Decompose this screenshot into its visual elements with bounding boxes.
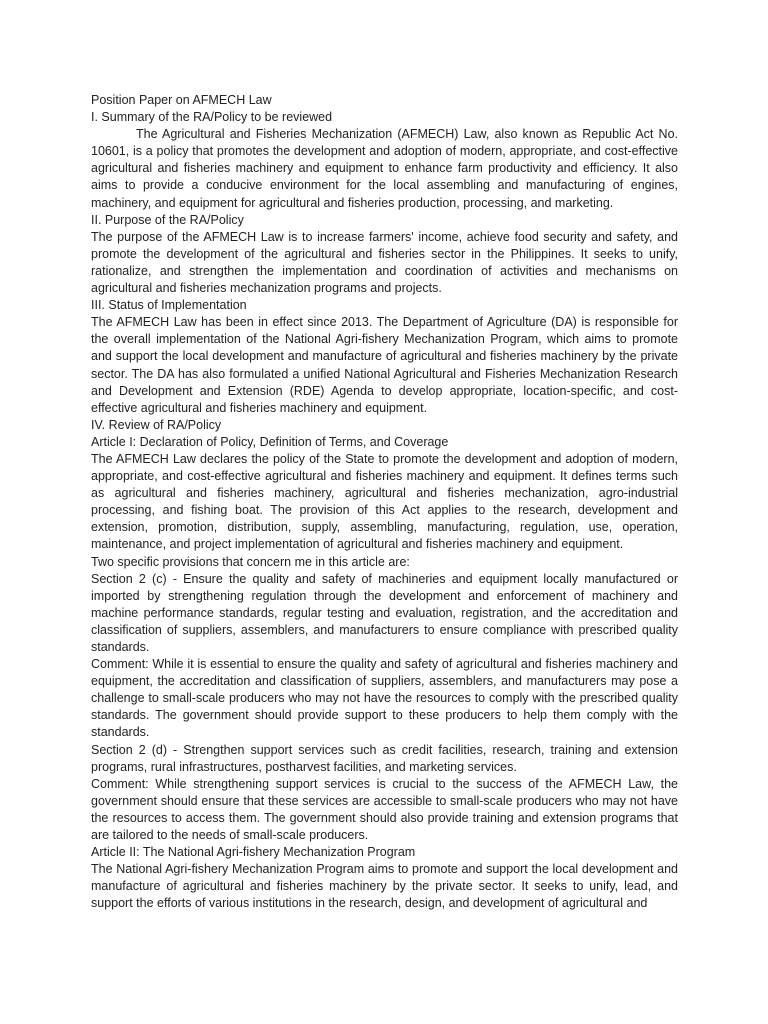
section-3-paragraph: The AFMECH Law has been in effect since 2013. The Department of Agriculture (DA) is responsible for the overall implementation of the National Agri-fishery Mechanization Program, which aims to promote and support the local development and manufacture of agricultural and fisheries machinery by the private sector. The DA has also formulated a unified National Agricultural and Fisheries Mechanization Research and Development and Extension (RDE) Agenda to develop appropriate, location-specific, and cost-effective agricultural and fisheries machinery and equipment. <box>91 315 678 415</box>
section-2-paragraph: The purpose of the AFMECH Law is to increase farmers' income, achieve food security and safety, and promote the development of the agricultural and fisheries sector in the Philippines. It seeks to unify, rationalize, and strengthen the implementation and coordination of activities and mechanisms on agricultural and fisheries mechanization programs and projects. <box>91 229 678 296</box>
section-3-heading: III. Status of Implementation <box>91 298 247 313</box>
article-1-paragraph: The AFMECH Law declares the policy of the State to promote the development and adoption of modern, appropriate, and cost-effective agricultural and fisheries machinery and equipment. It defines terms such as agricultural and fisheries machinery, agricultural and fisheries mechanization, agro-industrial processing, and fishing boat. The provision of this Act applies to the research, development and extension, promotion, distribution, supply, assembling, manufacturing, regulation, use, operation, maintenance, and project implementation of agricultural and fisheries machinery and equipment. <box>91 451 678 552</box>
section-2d-paragraph: Section 2 (d) - Strengthen support services such as credit facilities, research, training and extension programs, rural infrastructures, postharvest facilities, and marketing services. <box>91 742 678 774</box>
document-title: Position Paper on AFMECH Law <box>91 93 272 107</box>
document-page <box>91 92 678 913</box>
section-2c-paragraph: Section 2 (c) - Ensure the quality and safety of machineries and equipment locally manufactured or imported by strengthening regulation through the development and enforcement of machinery and machine performance standards, regular testing and evaluation, registration, and the accreditation and classification of suppliers, assemblers, and manufacturers to ensure compliance with prescribed quality standards. <box>91 571 678 654</box>
comment-1-paragraph: Comment: While it is essential to ensure the quality and safety of agricultural and fisheries machinery and equipment, the accreditation and classification of suppliers, assemblers, and manufacturers may pose a challenge to small-scale producers who may not have the resources to comply with the prescribed quality standards. The government should provide support to these producers to help them comply with the standards. <box>91 657 678 740</box>
article-1-heading: Article I: Declaration of Policy, Definition of Terms, and Coverage <box>91 434 449 449</box>
article-2-paragraph: The National Agri-fishery Mechanization Program aims to promote and support the local development and manufacture of agricultural and fisheries machinery by the private sector. It seeks to unify, lead, and support the efforts of various institutions in the research, design, and development of agricultural and <box>91 862 678 911</box>
section-2-heading: II. Purpose of the RA/Policy <box>91 212 244 227</box>
section-1-heading: I. Summary of the RA/Policy to be reviewed <box>91 110 333 125</box>
provisions-intro: Two specific provisions that concern me in this article are: <box>91 554 410 569</box>
section-1-paragraph: The Agricultural and Fisheries Mechanization (AFMECH) Law, also known as Republic Act No. 10601, is a policy that promotes the development and adoption of modern, appropriate, and cost-effective agricultural and fisheries machinery and equipment to enhance farm productivity and efficiency. It also aims to provide a conducive environment for the local assembling and manufacturing of engines, machinery, and equipment for agricultural and fisheries production, processing, and marketing. <box>91 127 678 210</box>
article-2-heading: Article II: The National Agri-fishery Mechanization Program <box>91 845 416 860</box>
section-4-heading: IV. Review of RA/Policy <box>91 417 222 432</box>
comment-2-paragraph: Comment: While strengthening support services is crucial to the success of the AFMECH Law, the government should ensure that these services are accessible to small-scale producers who may not have the resources to access them. The government should also provide training and extension programs that are tailored to the needs of small-scale producers. <box>91 776 678 843</box>
